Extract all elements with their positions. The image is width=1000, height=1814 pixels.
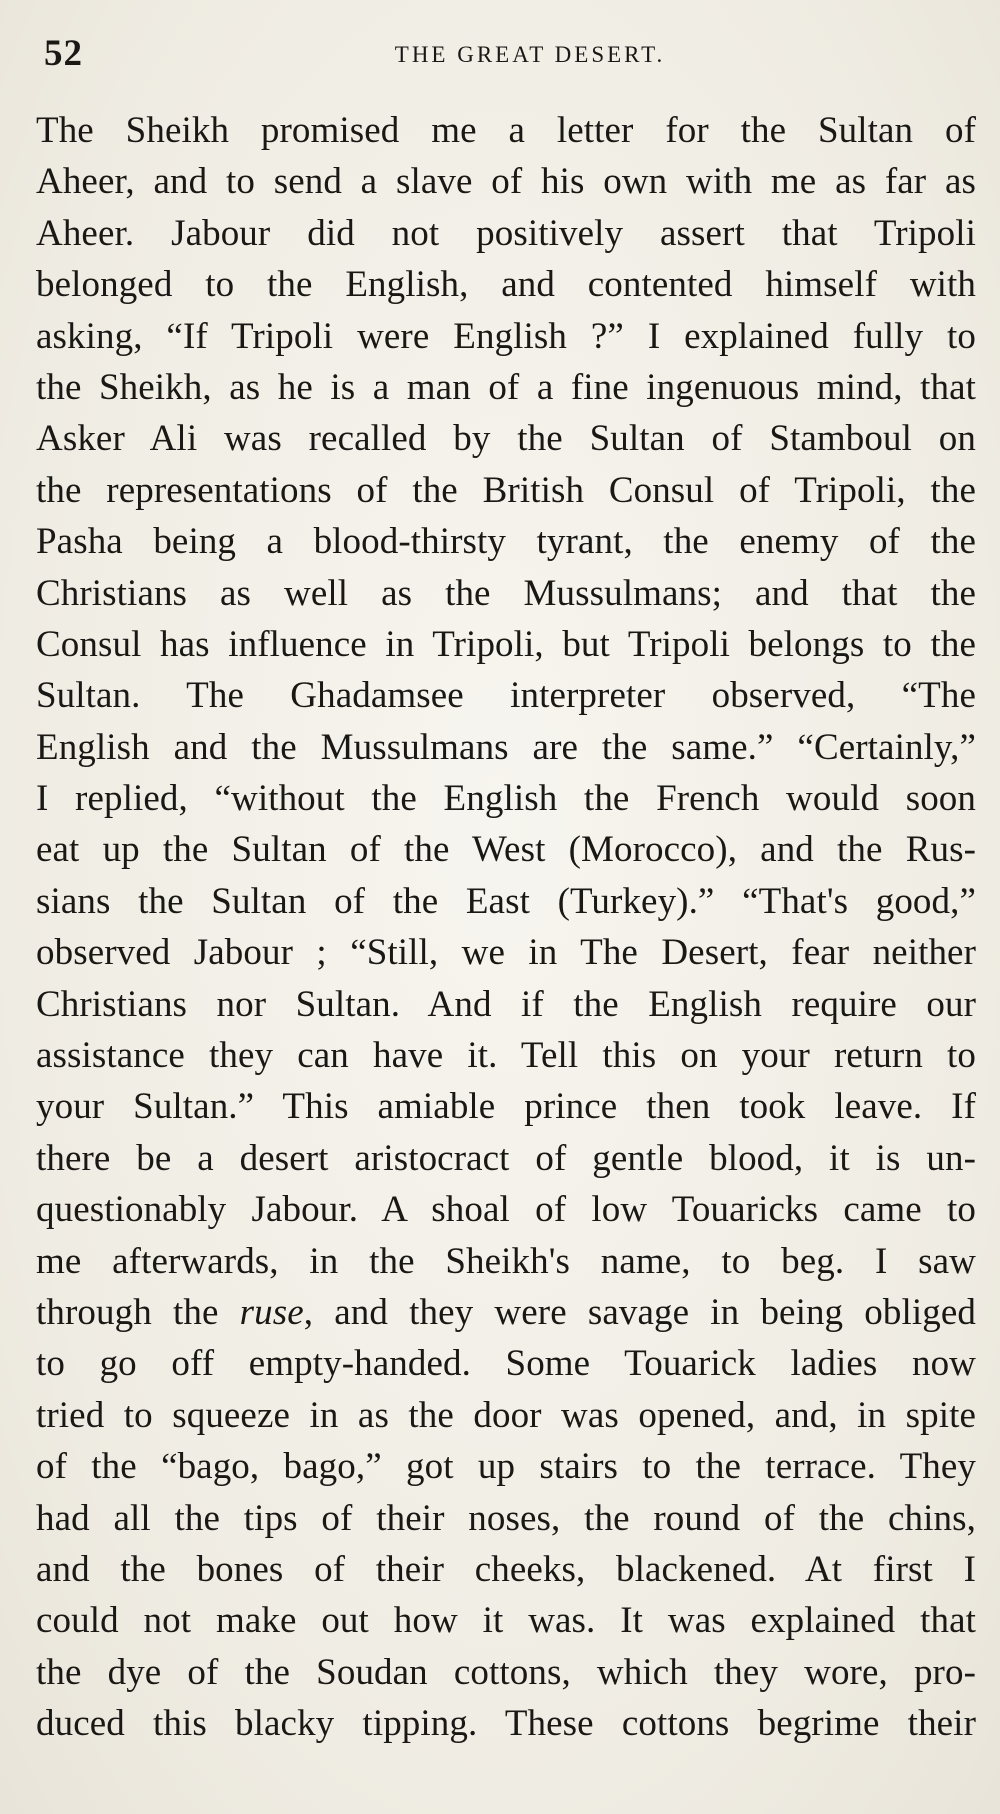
text-line: Aheer. Jabour did not positively assert that Tripoli — [36, 212, 976, 254]
text-line: sians the Sultan of the East (Turkey).” “That's good,” — [36, 880, 976, 922]
text-line: the Sheikh, as he is a man of a fine ingenuous mind, that — [36, 366, 976, 408]
text-line: Pasha being a blood-thirsty tyrant, the enemy of the — [36, 521, 976, 563]
text-line: me afterwards, in the Sheikh's name, to beg. I saw — [36, 1240, 976, 1282]
text-line: there be a desert aristocract of gentle blood, it is un- — [36, 1137, 976, 1179]
text-line: the representations of the British Consul of Tripoli, the — [36, 469, 976, 511]
text-line: your Sultan.” This amiable prince then took leave. If — [36, 1086, 976, 1128]
text-line: asking, “If Tripoli were English ?” I explained fully to — [36, 315, 976, 357]
text-line: to go off empty-handed. Some Touarick ladies now — [36, 1343, 976, 1385]
text-line: The Sheikh promised me a letter for the Sultan of — [36, 110, 976, 151]
text-line: I replied, “without the English the French would soon — [36, 778, 976, 820]
body-text — [36, 105, 976, 1750]
text-line: Christians nor Sultan. And if the English require our — [36, 983, 976, 1025]
text-line: Asker Ali was recalled by the Sultan of Stamboul on — [36, 418, 976, 460]
text-line: Consul has influence in Tripoli, but Tripoli belongs to the — [36, 623, 976, 665]
text-line: and the bones of their cheeks, blackened. At first I — [36, 1548, 976, 1590]
text-line: assistance they can have it. Tell this on your return to — [36, 1035, 976, 1077]
text-line: tried to squeeze in as the door was opened, and, in spite — [36, 1394, 976, 1436]
text-line: belonged to the English, and contented himself with — [36, 264, 976, 306]
italic-word: ruse — [239, 1291, 304, 1333]
text-line: could not make out how it was. It was explained that — [36, 1600, 976, 1642]
running-title: THE GREAT DESERT. — [394, 42, 666, 67]
text-line: the dye of the Soudan cottons, which they wore, pro- — [36, 1651, 976, 1693]
text-line: had all the tips of their noses, the round of the chins, — [36, 1497, 976, 1539]
text-line: duced this blacky tipping. These cottons begrime their — [36, 1703, 976, 1745]
text-line: observed Jabour ; “Still, we in The Desert, fear neither — [36, 932, 976, 974]
running-head — [40, 32, 980, 82]
text-line: Christians as well as the Mussulmans; and that the — [36, 572, 976, 614]
text-line: questionably Jabour. A shoal of low Touaricks came to — [36, 1189, 976, 1231]
text-line: through the ruse, and they were savage in being obliged — [36, 1291, 976, 1333]
text-line: Sultan. The Ghadamsee interpreter observed, “The — [36, 675, 976, 717]
text-line: Aheer, and to send a slave of his own with me as far as — [36, 161, 976, 203]
text-line: of the “bago, bago,” got up stairs to the terrace. They — [36, 1446, 976, 1488]
text-line: English and the Mussulmans are the same.” “Certainly,” — [36, 726, 976, 768]
page-number: 52 — [44, 33, 83, 74]
text-line: eat up the Sultan of the West (Morocco), and the Rus- — [36, 829, 976, 871]
